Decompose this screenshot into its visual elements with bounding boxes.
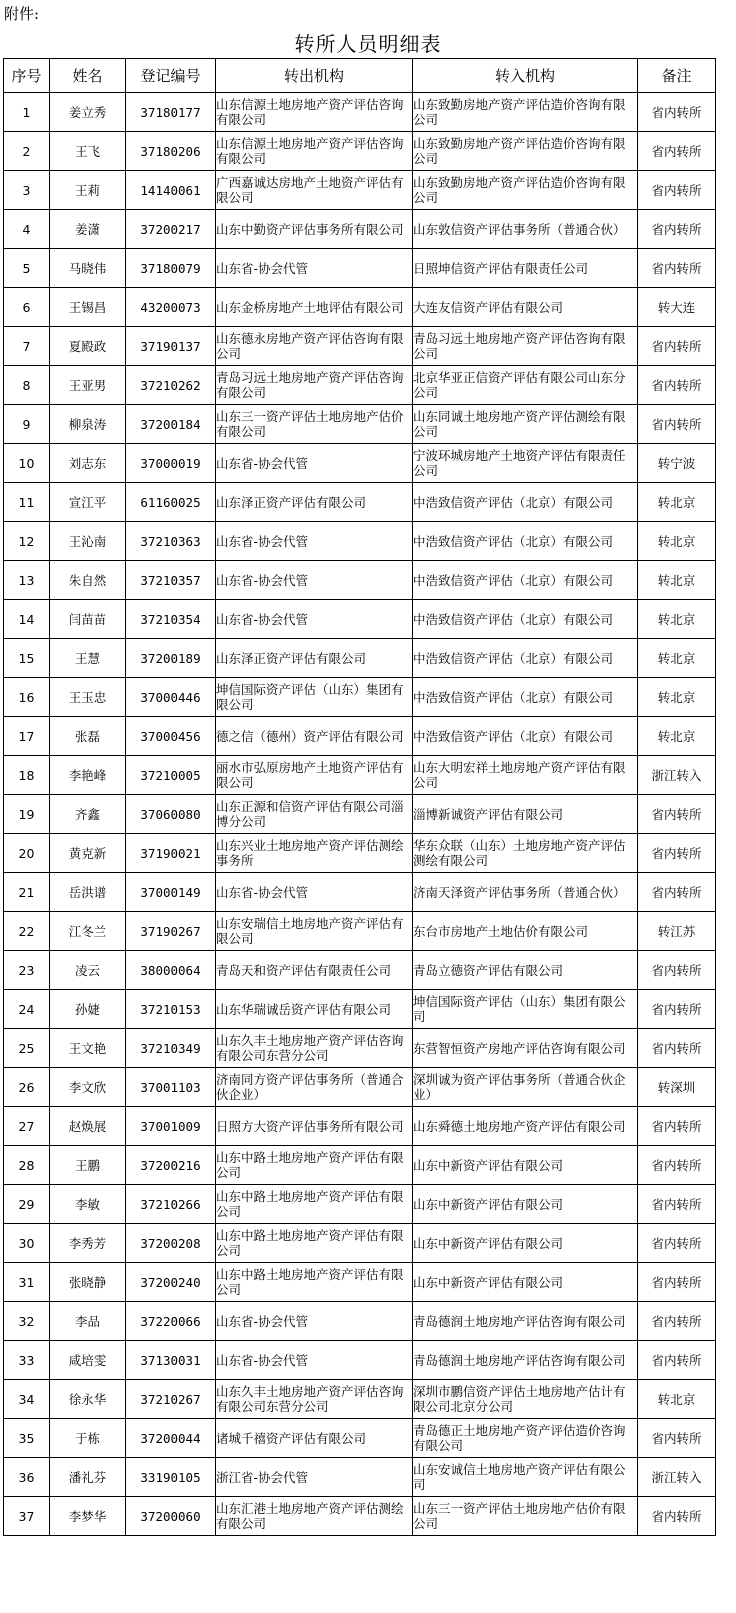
table-header-row [4, 59, 716, 93]
table-row [4, 522, 716, 561]
cell-name: 江冬兰 [50, 912, 126, 951]
cell-name: 王亚男 [50, 366, 126, 405]
cell-remark: 省内转所 [638, 873, 716, 912]
cell-from-org: 山东中勤资产评估事务所有限公司 [216, 210, 413, 249]
cell-remark: 省内转所 [638, 990, 716, 1029]
table-body [4, 93, 716, 1536]
table-row [4, 366, 716, 405]
cell-remark: 省内转所 [638, 1419, 716, 1458]
cell-index: 28 [4, 1146, 50, 1185]
cell-to-org: 坤信国际资产评估（山东）集团有限公司 [413, 990, 638, 1029]
cell-from-org: 山东省-协会代管 [216, 873, 413, 912]
cell-index: 20 [4, 834, 50, 873]
cell-name: 岳洪谱 [50, 873, 126, 912]
cell-index: 22 [4, 912, 50, 951]
cell-name: 王飞 [50, 132, 126, 171]
cell-reg-number: 37210363 [126, 522, 216, 561]
cell-index: 3 [4, 171, 50, 210]
cell-index: 23 [4, 951, 50, 990]
cell-name: 姜潇 [50, 210, 126, 249]
cell-remark: 省内转所 [638, 834, 716, 873]
table-row [4, 678, 716, 717]
column-header-from-org: 转出机构 [216, 59, 413, 93]
cell-from-org: 山东省-协会代管 [216, 600, 413, 639]
cell-name: 柳泉涛 [50, 405, 126, 444]
table-row [4, 1380, 716, 1419]
cell-reg-number: 37200240 [126, 1263, 216, 1302]
cell-name: 于栋 [50, 1419, 126, 1458]
cell-index: 11 [4, 483, 50, 522]
table-row [4, 1458, 716, 1497]
cell-remark: 转北京 [638, 561, 716, 600]
cell-from-org: 山东省-协会代管 [216, 561, 413, 600]
cell-remark: 省内转所 [638, 1224, 716, 1263]
cell-from-org: 山东汇港土地房地产资产评估测绘有限公司 [216, 1497, 413, 1536]
cell-to-org: 山东中新资产评估有限公司 [413, 1185, 638, 1224]
cell-reg-number: 37210005 [126, 756, 216, 795]
cell-name: 咸培雯 [50, 1341, 126, 1380]
cell-from-org: 德之信（德州）资产评估有限公司 [216, 717, 413, 756]
cell-remark: 转江苏 [638, 912, 716, 951]
cell-reg-number: 37210349 [126, 1029, 216, 1068]
cell-name: 潘礼芬 [50, 1458, 126, 1497]
cell-index: 15 [4, 639, 50, 678]
cell-from-org: 山东德永房地产资产评估咨询有限公司 [216, 327, 413, 366]
cell-from-org: 日照方大资产评估事务所有限公司 [216, 1107, 413, 1146]
cell-reg-number: 37200189 [126, 639, 216, 678]
cell-to-org: 山东致勤房地产资产评估造价咨询有限公司 [413, 132, 638, 171]
cell-to-org: 青岛立德资产评估有限公司 [413, 951, 638, 990]
cell-remark: 省内转所 [638, 210, 716, 249]
cell-to-org: 山东中新资产评估有限公司 [413, 1224, 638, 1263]
cell-remark: 省内转所 [638, 93, 716, 132]
cell-from-org: 山东华瑞诚岳资产评估有限公司 [216, 990, 413, 1029]
cell-index: 26 [4, 1068, 50, 1107]
cell-remark: 省内转所 [638, 405, 716, 444]
cell-index: 17 [4, 717, 50, 756]
cell-index: 16 [4, 678, 50, 717]
cell-remark: 省内转所 [638, 1302, 716, 1341]
cell-name: 齐鑫 [50, 795, 126, 834]
table-row [4, 249, 716, 288]
table-row [4, 600, 716, 639]
cell-from-org: 山东中路土地房地产资产评估有限公司 [216, 1185, 413, 1224]
cell-index: 1 [4, 93, 50, 132]
cell-reg-number: 37210267 [126, 1380, 216, 1419]
cell-to-org: 华东众联（山东）土地房地产资产评估测绘有限公司 [413, 834, 638, 873]
table-row [4, 834, 716, 873]
cell-to-org: 东营智恒资产房地产评估咨询有限公司 [413, 1029, 638, 1068]
cell-to-org: 深圳市鹏信资产评估土地房地产估计有限公司北京分公司 [413, 1380, 638, 1419]
cell-name: 李品 [50, 1302, 126, 1341]
cell-remark: 省内转所 [638, 327, 716, 366]
cell-remark: 省内转所 [638, 1107, 716, 1146]
cell-name: 闫苗苗 [50, 600, 126, 639]
cell-from-org: 山东久丰土地房地产资产评估咨询有限公司东营分公司 [216, 1380, 413, 1419]
table-row [4, 288, 716, 327]
table-row [4, 132, 716, 171]
table-row [4, 717, 716, 756]
cell-from-org: 诸城千禧资产评估有限公司 [216, 1419, 413, 1458]
cell-from-org: 山东金桥房地产土地评估有限公司 [216, 288, 413, 327]
cell-reg-number: 37001009 [126, 1107, 216, 1146]
cell-to-org: 山东大明宏祥土地房地产资产评估有限公司 [413, 756, 638, 795]
attachment-label: 附件: [4, 5, 40, 23]
cell-name: 凌云 [50, 951, 126, 990]
table-row [4, 990, 716, 1029]
cell-index: 33 [4, 1341, 50, 1380]
table-row [4, 327, 716, 366]
cell-remark: 转北京 [638, 639, 716, 678]
cell-to-org: 青岛德润土地房地产评估咨询有限公司 [413, 1302, 638, 1341]
cell-index: 29 [4, 1185, 50, 1224]
cell-index: 25 [4, 1029, 50, 1068]
cell-name: 王沁南 [50, 522, 126, 561]
cell-name: 刘志东 [50, 444, 126, 483]
cell-index: 21 [4, 873, 50, 912]
cell-reg-number: 37200044 [126, 1419, 216, 1458]
table-row [4, 1107, 716, 1146]
cell-remark: 省内转所 [638, 1497, 716, 1536]
cell-from-org: 山东泽正资产评估有限公司 [216, 639, 413, 678]
cell-to-org: 中浩致信资产评估（北京）有限公司 [413, 561, 638, 600]
cell-from-org: 丽水市弘原房地产土地资产评估有限公司 [216, 756, 413, 795]
cell-from-org: 山东兴业土地房地产资产评估测绘事务所 [216, 834, 413, 873]
cell-index: 30 [4, 1224, 50, 1263]
column-header-name: 姓名 [50, 59, 126, 93]
cell-remark: 省内转所 [638, 1185, 716, 1224]
cell-name: 李艳峰 [50, 756, 126, 795]
page-title: 转所人员明细表 [294, 32, 442, 56]
cell-to-org: 山东安诚信土地房地产资产评估有限公司 [413, 1458, 638, 1497]
cell-from-org: 山东省-协会代管 [216, 1341, 413, 1380]
cell-to-org: 山东舜德土地房地产资产评估有限公司 [413, 1107, 638, 1146]
table-row [4, 873, 716, 912]
cell-name: 姜立秀 [50, 93, 126, 132]
table-row [4, 93, 716, 132]
table-row [4, 1497, 716, 1536]
cell-index: 34 [4, 1380, 50, 1419]
table-row [4, 639, 716, 678]
cell-to-org: 中浩致信资产评估（北京）有限公司 [413, 717, 638, 756]
cell-to-org: 山东三一资产评估土地房地产估价有限公司 [413, 1497, 638, 1536]
cell-index: 36 [4, 1458, 50, 1497]
cell-remark: 转北京 [638, 522, 716, 561]
cell-from-org: 山东信源土地房地产资产评估咨询有限公司 [216, 132, 413, 171]
column-header-index: 序号 [4, 59, 50, 93]
table-row [4, 1029, 716, 1068]
table-row [4, 444, 716, 483]
cell-reg-number: 38000064 [126, 951, 216, 990]
cell-index: 24 [4, 990, 50, 1029]
table-row [4, 483, 716, 522]
cell-remark: 省内转所 [638, 1029, 716, 1068]
table-row [4, 1146, 716, 1185]
cell-name: 王文艳 [50, 1029, 126, 1068]
cell-reg-number: 61160025 [126, 483, 216, 522]
cell-index: 37 [4, 1497, 50, 1536]
cell-to-org: 青岛习远土地房地产资产评估咨询有限公司 [413, 327, 638, 366]
cell-remark: 浙江转入 [638, 1458, 716, 1497]
cell-index: 8 [4, 366, 50, 405]
cell-reg-number: 14140061 [126, 171, 216, 210]
cell-name: 王慧 [50, 639, 126, 678]
cell-reg-number: 37190137 [126, 327, 216, 366]
cell-remark: 省内转所 [638, 1146, 716, 1185]
table-row [4, 1263, 716, 1302]
cell-remark: 省内转所 [638, 951, 716, 990]
cell-reg-number: 37210266 [126, 1185, 216, 1224]
cell-from-org: 浙江省-协会代管 [216, 1458, 413, 1497]
table-row [4, 1068, 716, 1107]
cell-remark: 省内转所 [638, 249, 716, 288]
cell-remark: 省内转所 [638, 1341, 716, 1380]
cell-index: 35 [4, 1419, 50, 1458]
cell-remark: 转大连 [638, 288, 716, 327]
cell-name: 张磊 [50, 717, 126, 756]
cell-to-org: 北京华亚正信资产评估有限公司山东分公司 [413, 366, 638, 405]
cell-index: 31 [4, 1263, 50, 1302]
cell-from-org: 青岛天和资产评估有限责任公司 [216, 951, 413, 990]
cell-to-org: 淄博新诚资产评估有限公司 [413, 795, 638, 834]
cell-remark: 转北京 [638, 678, 716, 717]
cell-remark: 省内转所 [638, 132, 716, 171]
cell-to-org: 日照坤信资产评估有限责任公司 [413, 249, 638, 288]
cell-name: 张晓静 [50, 1263, 126, 1302]
cell-index: 2 [4, 132, 50, 171]
cell-reg-number: 37210357 [126, 561, 216, 600]
cell-remark: 转北京 [638, 483, 716, 522]
cell-reg-number: 37180079 [126, 249, 216, 288]
column-header-reg-number: 登记编号 [126, 59, 216, 93]
cell-reg-number: 37200060 [126, 1497, 216, 1536]
cell-reg-number: 37000019 [126, 444, 216, 483]
column-header-remark: 备注 [638, 59, 716, 93]
column-header-to-org: 转入机构 [413, 59, 638, 93]
cell-from-org: 山东安瑞信土地房地产资产评估有限公司 [216, 912, 413, 951]
cell-reg-number: 37130031 [126, 1341, 216, 1380]
cell-remark: 浙江转入 [638, 756, 716, 795]
cell-to-org: 济南天泽资产评估事务所（普通合伙） [413, 873, 638, 912]
cell-reg-number: 43200073 [126, 288, 216, 327]
cell-remark: 转宁波 [638, 444, 716, 483]
cell-index: 13 [4, 561, 50, 600]
cell-from-org: 山东省-协会代管 [216, 1302, 413, 1341]
cell-remark: 转北京 [638, 717, 716, 756]
cell-name: 王玉忠 [50, 678, 126, 717]
table-row [4, 1419, 716, 1458]
cell-to-org: 中浩致信资产评估（北京）有限公司 [413, 483, 638, 522]
cell-reg-number: 37210153 [126, 990, 216, 1029]
cell-index: 18 [4, 756, 50, 795]
cell-from-org: 山东久丰土地房地产资产评估咨询有限公司东营分公司 [216, 1029, 413, 1068]
cell-name: 宣江平 [50, 483, 126, 522]
cell-reg-number: 37001103 [126, 1068, 216, 1107]
cell-name: 黄克新 [50, 834, 126, 873]
cell-reg-number: 37060080 [126, 795, 216, 834]
cell-reg-number: 33190105 [126, 1458, 216, 1497]
cell-from-org: 山东泽正资产评估有限公司 [216, 483, 413, 522]
cell-from-org: 青岛习远土地房地产资产评估咨询有限公司 [216, 366, 413, 405]
cell-reg-number: 37200208 [126, 1224, 216, 1263]
table-row [4, 171, 716, 210]
cell-to-org: 中浩致信资产评估（北京）有限公司 [413, 639, 638, 678]
cell-index: 27 [4, 1107, 50, 1146]
cell-index: 12 [4, 522, 50, 561]
table-row [4, 405, 716, 444]
cell-to-org: 山东中新资产评估有限公司 [413, 1146, 638, 1185]
cell-name: 李敏 [50, 1185, 126, 1224]
cell-from-org: 山东正源和信资产评估有限公司淄博分公司 [216, 795, 413, 834]
cell-remark: 转北京 [638, 1380, 716, 1419]
cell-from-org: 山东中路土地房地产资产评估有限公司 [216, 1146, 413, 1185]
cell-name: 王鹏 [50, 1146, 126, 1185]
cell-name: 朱自然 [50, 561, 126, 600]
cell-to-org: 山东同诚土地房地产资产评估测绘有限公司 [413, 405, 638, 444]
cell-from-org: 广西嘉诚达房地产土地资产评估有限公司 [216, 171, 413, 210]
cell-remark: 省内转所 [638, 366, 716, 405]
cell-to-org: 深圳诚为资产评估事务所（普通合伙企业） [413, 1068, 638, 1107]
cell-reg-number: 37200217 [126, 210, 216, 249]
cell-from-org: 山东信源土地房地产资产评估咨询有限公司 [216, 93, 413, 132]
table-row [4, 756, 716, 795]
cell-to-org: 大连友信资产评估有限公司 [413, 288, 638, 327]
cell-name: 王莉 [50, 171, 126, 210]
cell-from-org: 山东省-协会代管 [216, 444, 413, 483]
cell-index: 14 [4, 600, 50, 639]
cell-index: 9 [4, 405, 50, 444]
cell-reg-number: 37000149 [126, 873, 216, 912]
cell-remark: 省内转所 [638, 1263, 716, 1302]
cell-name: 夏殿政 [50, 327, 126, 366]
cell-from-org: 山东省-协会代管 [216, 522, 413, 561]
cell-name: 徐永华 [50, 1380, 126, 1419]
cell-reg-number: 37200216 [126, 1146, 216, 1185]
cell-to-org: 山东中新资产评估有限公司 [413, 1263, 638, 1302]
table-row [4, 1341, 716, 1380]
cell-remark: 转北京 [638, 600, 716, 639]
cell-from-org: 山东中路土地房地产资产评估有限公司 [216, 1224, 413, 1263]
table-row [4, 951, 716, 990]
cell-name: 马晓伟 [50, 249, 126, 288]
cell-index: 5 [4, 249, 50, 288]
cell-remark: 省内转所 [638, 171, 716, 210]
table-row [4, 1185, 716, 1224]
cell-name: 李文欣 [50, 1068, 126, 1107]
cell-to-org: 宁波环城房地产土地资产评估有限责任公司 [413, 444, 638, 483]
cell-index: 6 [4, 288, 50, 327]
table-row [4, 561, 716, 600]
cell-from-org: 坤信国际资产评估（山东）集团有限公司 [216, 678, 413, 717]
cell-to-org: 山东致勤房地产资产评估造价咨询有限公司 [413, 93, 638, 132]
cell-from-org: 山东中路土地房地产资产评估有限公司 [216, 1263, 413, 1302]
cell-index: 10 [4, 444, 50, 483]
cell-to-org: 青岛德润土地房地产评估咨询有限公司 [413, 1341, 638, 1380]
cell-name: 李梦华 [50, 1497, 126, 1536]
cell-to-org: 山东致勤房地产资产评估造价咨询有限公司 [413, 171, 638, 210]
cell-from-org: 山东三一资产评估土地房地产估价有限公司 [216, 405, 413, 444]
cell-to-org: 中浩致信资产评估（北京）有限公司 [413, 522, 638, 561]
cell-name: 赵焕展 [50, 1107, 126, 1146]
cell-index: 32 [4, 1302, 50, 1341]
cell-reg-number: 37190021 [126, 834, 216, 873]
table-row [4, 912, 716, 951]
cell-reg-number: 37180206 [126, 132, 216, 171]
cell-reg-number: 37210354 [126, 600, 216, 639]
table-row [4, 795, 716, 834]
cell-remark: 转深圳 [638, 1068, 716, 1107]
cell-to-org: 中浩致信资产评估（北京）有限公司 [413, 678, 638, 717]
cell-to-org: 青岛德正土地房地产资产评估造价咨询有限公司 [413, 1419, 638, 1458]
cell-reg-number: 37200184 [126, 405, 216, 444]
cell-reg-number: 37180177 [126, 93, 216, 132]
cell-reg-number: 37000446 [126, 678, 216, 717]
cell-from-org: 济南同方资产评估事务所（普通合伙企业） [216, 1068, 413, 1107]
cell-to-org: 东台市房地产土地估价有限公司 [413, 912, 638, 951]
cell-reg-number: 37220066 [126, 1302, 216, 1341]
cell-index: 4 [4, 210, 50, 249]
cell-name: 李秀芳 [50, 1224, 126, 1263]
cell-reg-number: 37210262 [126, 366, 216, 405]
cell-to-org: 中浩致信资产评估（北京）有限公司 [413, 600, 638, 639]
cell-remark: 省内转所 [638, 795, 716, 834]
cell-name: 孙婕 [50, 990, 126, 1029]
table-row [4, 1302, 716, 1341]
table-row [4, 210, 716, 249]
cell-index: 19 [4, 795, 50, 834]
cell-reg-number: 37000456 [126, 717, 216, 756]
cell-from-org: 山东省-协会代管 [216, 249, 413, 288]
cell-name: 王锡昌 [50, 288, 126, 327]
cell-to-org: 山东敦信资产评估事务所（普通合伙） [413, 210, 638, 249]
cell-index: 7 [4, 327, 50, 366]
transfer-table [3, 58, 716, 1536]
cell-reg-number: 37190267 [126, 912, 216, 951]
table-row [4, 1224, 716, 1263]
